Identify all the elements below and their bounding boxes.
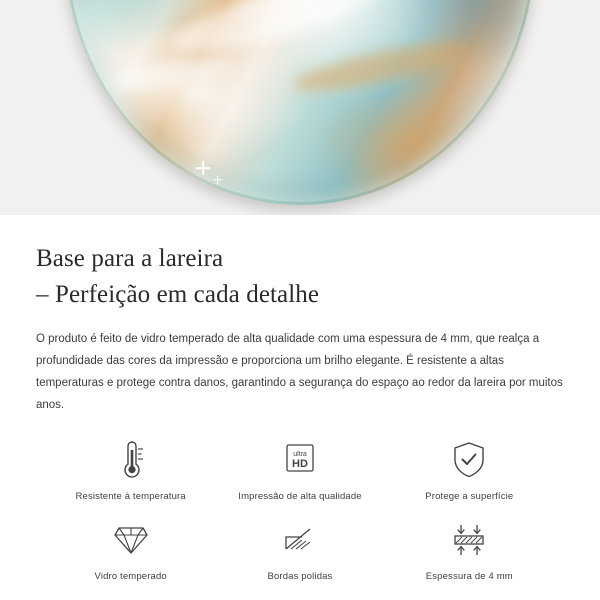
plate-streak [166, 0, 390, 66]
diamond-icon [111, 518, 151, 562]
feature-grid [36, 438, 564, 582]
glass-plate-image [65, 0, 535, 205]
plate-streak [101, 53, 233, 97]
content-area [0, 215, 600, 582]
feature-item-thickness [385, 518, 554, 582]
thermometer-icon [114, 438, 148, 482]
hero-image [0, 0, 600, 215]
svg-text:ultra: ultra [293, 451, 307, 459]
feature-label: Resistente à temperatura [75, 491, 186, 503]
feature-item-print-quality [215, 438, 384, 502]
feature-item-temperature [46, 438, 215, 502]
feature-item-polished-edges [215, 518, 384, 582]
plate-rim [65, 0, 535, 205]
feature-item-tempered-glass [46, 518, 215, 582]
feature-label: Vidro temperado [94, 571, 167, 583]
ultra-hd-icon [280, 438, 320, 482]
svg-text:HD: HD [292, 458, 308, 471]
polished-edges-icon [280, 518, 320, 562]
thickness-arrows-icon [447, 518, 491, 562]
feature-item-surface-protection [385, 438, 554, 502]
headline-line-1: Base para a lareira [36, 245, 224, 272]
headline-line-2: – Perfeição em cada detalhe [36, 280, 320, 308]
page-title [36, 241, 564, 312]
shield-check-icon [451, 438, 487, 482]
feature-label: Espessura de 4 mm [425, 571, 513, 583]
plate-streak [289, 34, 471, 101]
description-paragraph: O produto é feito de vidro temperado de alta qualidade com uma espessura de 4 mm, que realça a profundidade das cores da impressão e proporciona um brilho elegante. É resistente a altas temperaturas e protege contra danos, garantindo a segurança do espaço ao redor da lareira por muitos anos. [36, 333, 563, 412]
feature-label: Bordas polidas [267, 571, 333, 583]
feature-label: Impressão de alta qualidade [238, 491, 362, 503]
feature-label: Protege a superfície [425, 491, 514, 503]
